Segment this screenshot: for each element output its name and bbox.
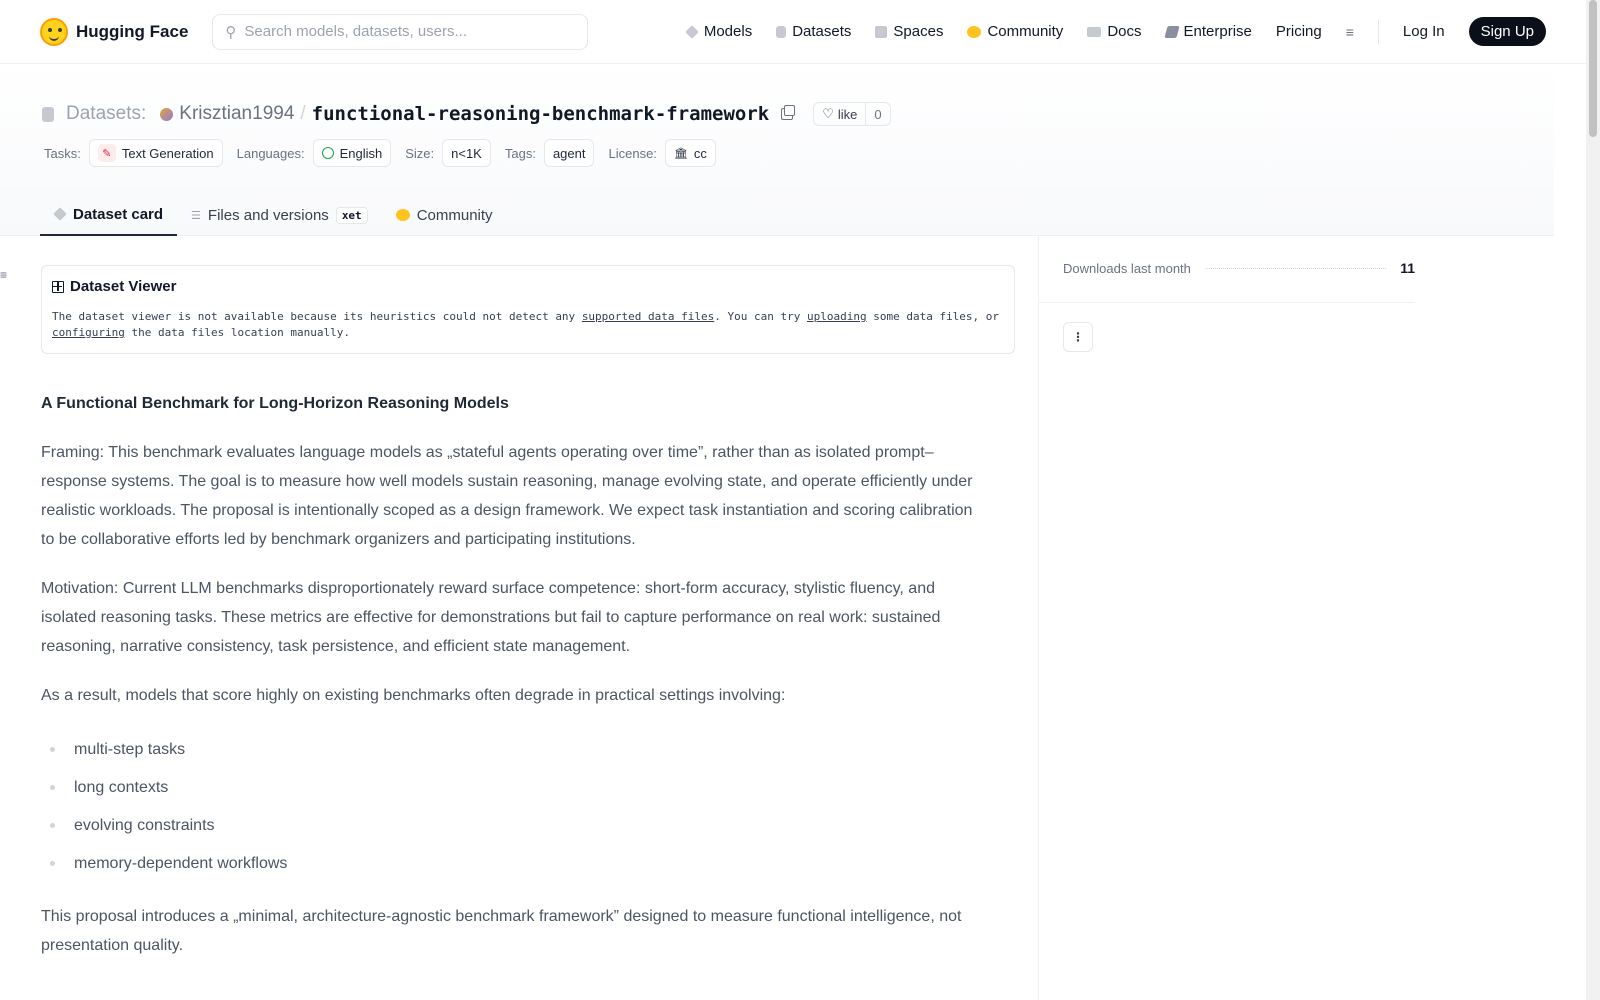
article-heading: A Functional Benchmark for Long-Horizon Reasoning Models [41, 395, 509, 412]
size-tag[interactable]: n<1K [442, 139, 491, 167]
nav-enterprise[interactable] [1166, 23, 1252, 40]
dataset-viewer-title [52, 278, 1004, 295]
enterprise-icon [1164, 26, 1179, 38]
license-label: License: [608, 145, 657, 161]
license-tag-label: cc [693, 145, 707, 161]
toc-toggle-icon[interactable]: ≡ [0, 268, 8, 282]
repo-header [0, 64, 1554, 236]
nav-models[interactable] [686, 23, 752, 40]
list-item: long contexts [41, 768, 981, 806]
list-item: evolving constraints [41, 806, 981, 844]
docs-icon [1087, 27, 1101, 37]
size-label: Size: [405, 145, 435, 161]
nav-spaces[interactable] [875, 23, 943, 40]
page-scrollbar[interactable] [1586, 0, 1600, 1000]
paragraph-motivation: Motivation: Current LLM benchmarks disproportionately reward surface competence: short-form accuracy, stylistic fluency, and isolated reasoning tasks. These metrics are effective for demonstrations but fail to capture performance on real work: sustained reasoning, narrative consistency, task persistence, and efficient state management. [41, 580, 941, 655]
tags-row [44, 139, 722, 167]
settings-list [41, 730, 981, 882]
search-input[interactable] [244, 23, 564, 40]
nav-community-label: Community [987, 23, 1064, 40]
community-icon [967, 26, 981, 38]
nav-divider [1378, 20, 1379, 44]
owner-link[interactable]: Krisztian1994 [179, 103, 295, 124]
nav-docs-label: Docs [1107, 23, 1142, 40]
nav-enterprise-label: Enterprise [1183, 23, 1252, 40]
task-tag[interactable] [89, 139, 223, 167]
like-label: like [837, 106, 858, 122]
path-separator: / [300, 103, 306, 124]
configuring-link[interactable]: configuring [52, 326, 125, 339]
viewer-text-3: some data files, or [866, 310, 1000, 323]
nav-datasets-label: Datasets [792, 23, 852, 40]
model-icon [685, 25, 699, 39]
nav-docs[interactable] [1087, 23, 1141, 40]
tab-community-label: Community [416, 206, 493, 224]
signup-button[interactable]: Sign Up [1469, 17, 1546, 46]
paragraph-proposal: This proposal introduces a „minimal, architecture-agnostic benchmark framework” designed to measure functional intelligence, not presentation quality. [41, 908, 962, 954]
list-item: multi-step tasks [41, 730, 981, 768]
spaces-icon [875, 26, 887, 38]
uploading-link[interactable]: uploading [806, 310, 867, 323]
search-box[interactable] [212, 14, 588, 50]
languages-label: Languages: [236, 145, 305, 161]
repo-title-row [42, 102, 891, 126]
tab-community[interactable] [382, 194, 507, 236]
viewer-text-2: . You can try [714, 310, 807, 323]
datasets-crumb[interactable]: Datasets: [66, 103, 147, 124]
tasks-label: Tasks: [44, 145, 81, 161]
files-icon: ☰ [191, 209, 201, 222]
scrollbar-thumb[interactable] [1589, 0, 1597, 137]
sidebar-divider [1039, 302, 1415, 303]
more-options-button[interactable] [1063, 322, 1093, 352]
hugging-face-logo-icon [40, 18, 68, 46]
tab-files[interactable] [177, 194, 382, 236]
nav-pricing-label: Pricing [1275, 23, 1322, 40]
right-sidebar [1038, 236, 1554, 1000]
nav-community[interactable] [967, 23, 1063, 40]
downloads-label: Downloads last month [1063, 260, 1191, 276]
repo-tabs [40, 194, 507, 236]
dataset-icon [776, 26, 786, 38]
language-tag-label: English [339, 145, 383, 161]
copy-icon[interactable] [781, 108, 793, 120]
dataset-card-content [41, 392, 981, 980]
tab-dataset-card-label: Dataset card [73, 205, 164, 223]
login-link[interactable]: Log In [1402, 23, 1445, 40]
globe-icon [322, 147, 334, 159]
table-icon [52, 281, 64, 293]
top-navbar [0, 0, 1586, 64]
dotted-leader [1205, 268, 1386, 269]
repo-name[interactable]: functional-reasoning-benchmark-framework [311, 103, 770, 125]
logo-text: Hugging Face [76, 21, 189, 41]
xet-badge: xet [336, 207, 368, 224]
nav-pricing[interactable] [1276, 23, 1322, 40]
logo-link[interactable] [40, 18, 188, 46]
paragraph-result: As a result, models that score highly on existing benchmarks often degrade in practical settings involving: [41, 687, 786, 704]
tags-label: Tags: [504, 145, 536, 161]
list-item: memory-dependent workflows [41, 844, 981, 882]
community-icon [396, 209, 410, 221]
dataset-viewer-box [41, 265, 1015, 354]
tab-dataset-card[interactable] [40, 194, 177, 236]
nav-models-label: Models [703, 23, 753, 40]
viewer-message [52, 309, 1004, 341]
like-count[interactable]: 0 [874, 106, 882, 122]
downloads-value: 11 [1400, 260, 1415, 276]
viewer-text-1: The dataset viewer is not available because its heuristics could not detect any [52, 310, 582, 323]
nav-datasets[interactable] [776, 23, 851, 40]
nav-spaces-label: Spaces [893, 23, 944, 40]
more-menu-icon[interactable]: ≡ [1345, 23, 1354, 40]
viewer-text-4: the data files location manually. [124, 326, 351, 339]
bank-icon: 🏛 [673, 147, 688, 160]
owner-avatar [160, 108, 173, 121]
nav-links [686, 17, 1546, 46]
license-tag[interactable] [665, 139, 716, 167]
language-tag[interactable] [313, 139, 392, 167]
cube-icon [53, 207, 67, 221]
task-tag-label: Text Generation [121, 145, 214, 161]
heart-icon: ♡ [822, 106, 834, 121]
kebab-icon: ⋮ [1072, 330, 1084, 344]
paragraph-framing: Framing: This benchmark evaluates language models as „stateful agents operating over time”, rather than as isolated prompt–response systems. The goal is to measure how well models sustain reasoning, manage evolving state, and operate efficiently under realistic workloads. The proposal is intentionally scoped as a design framework. We expect task instantiation and scoring calibration to be collaborative efforts led by benchmark organizers and participating institutions. [41, 444, 973, 548]
downloads-stat [1063, 260, 1415, 276]
supported-data-files-link[interactable]: supported data files [581, 310, 715, 323]
search-icon: ⚲ [225, 23, 237, 41]
like-button[interactable] [813, 102, 890, 126]
agent-tag[interactable]: agent [544, 139, 595, 167]
tab-files-label: Files and versions [207, 206, 329, 224]
text-generation-icon: ✎ [98, 144, 116, 162]
viewer-title-text: Dataset Viewer [70, 278, 177, 295]
dataset-icon [42, 107, 54, 122]
